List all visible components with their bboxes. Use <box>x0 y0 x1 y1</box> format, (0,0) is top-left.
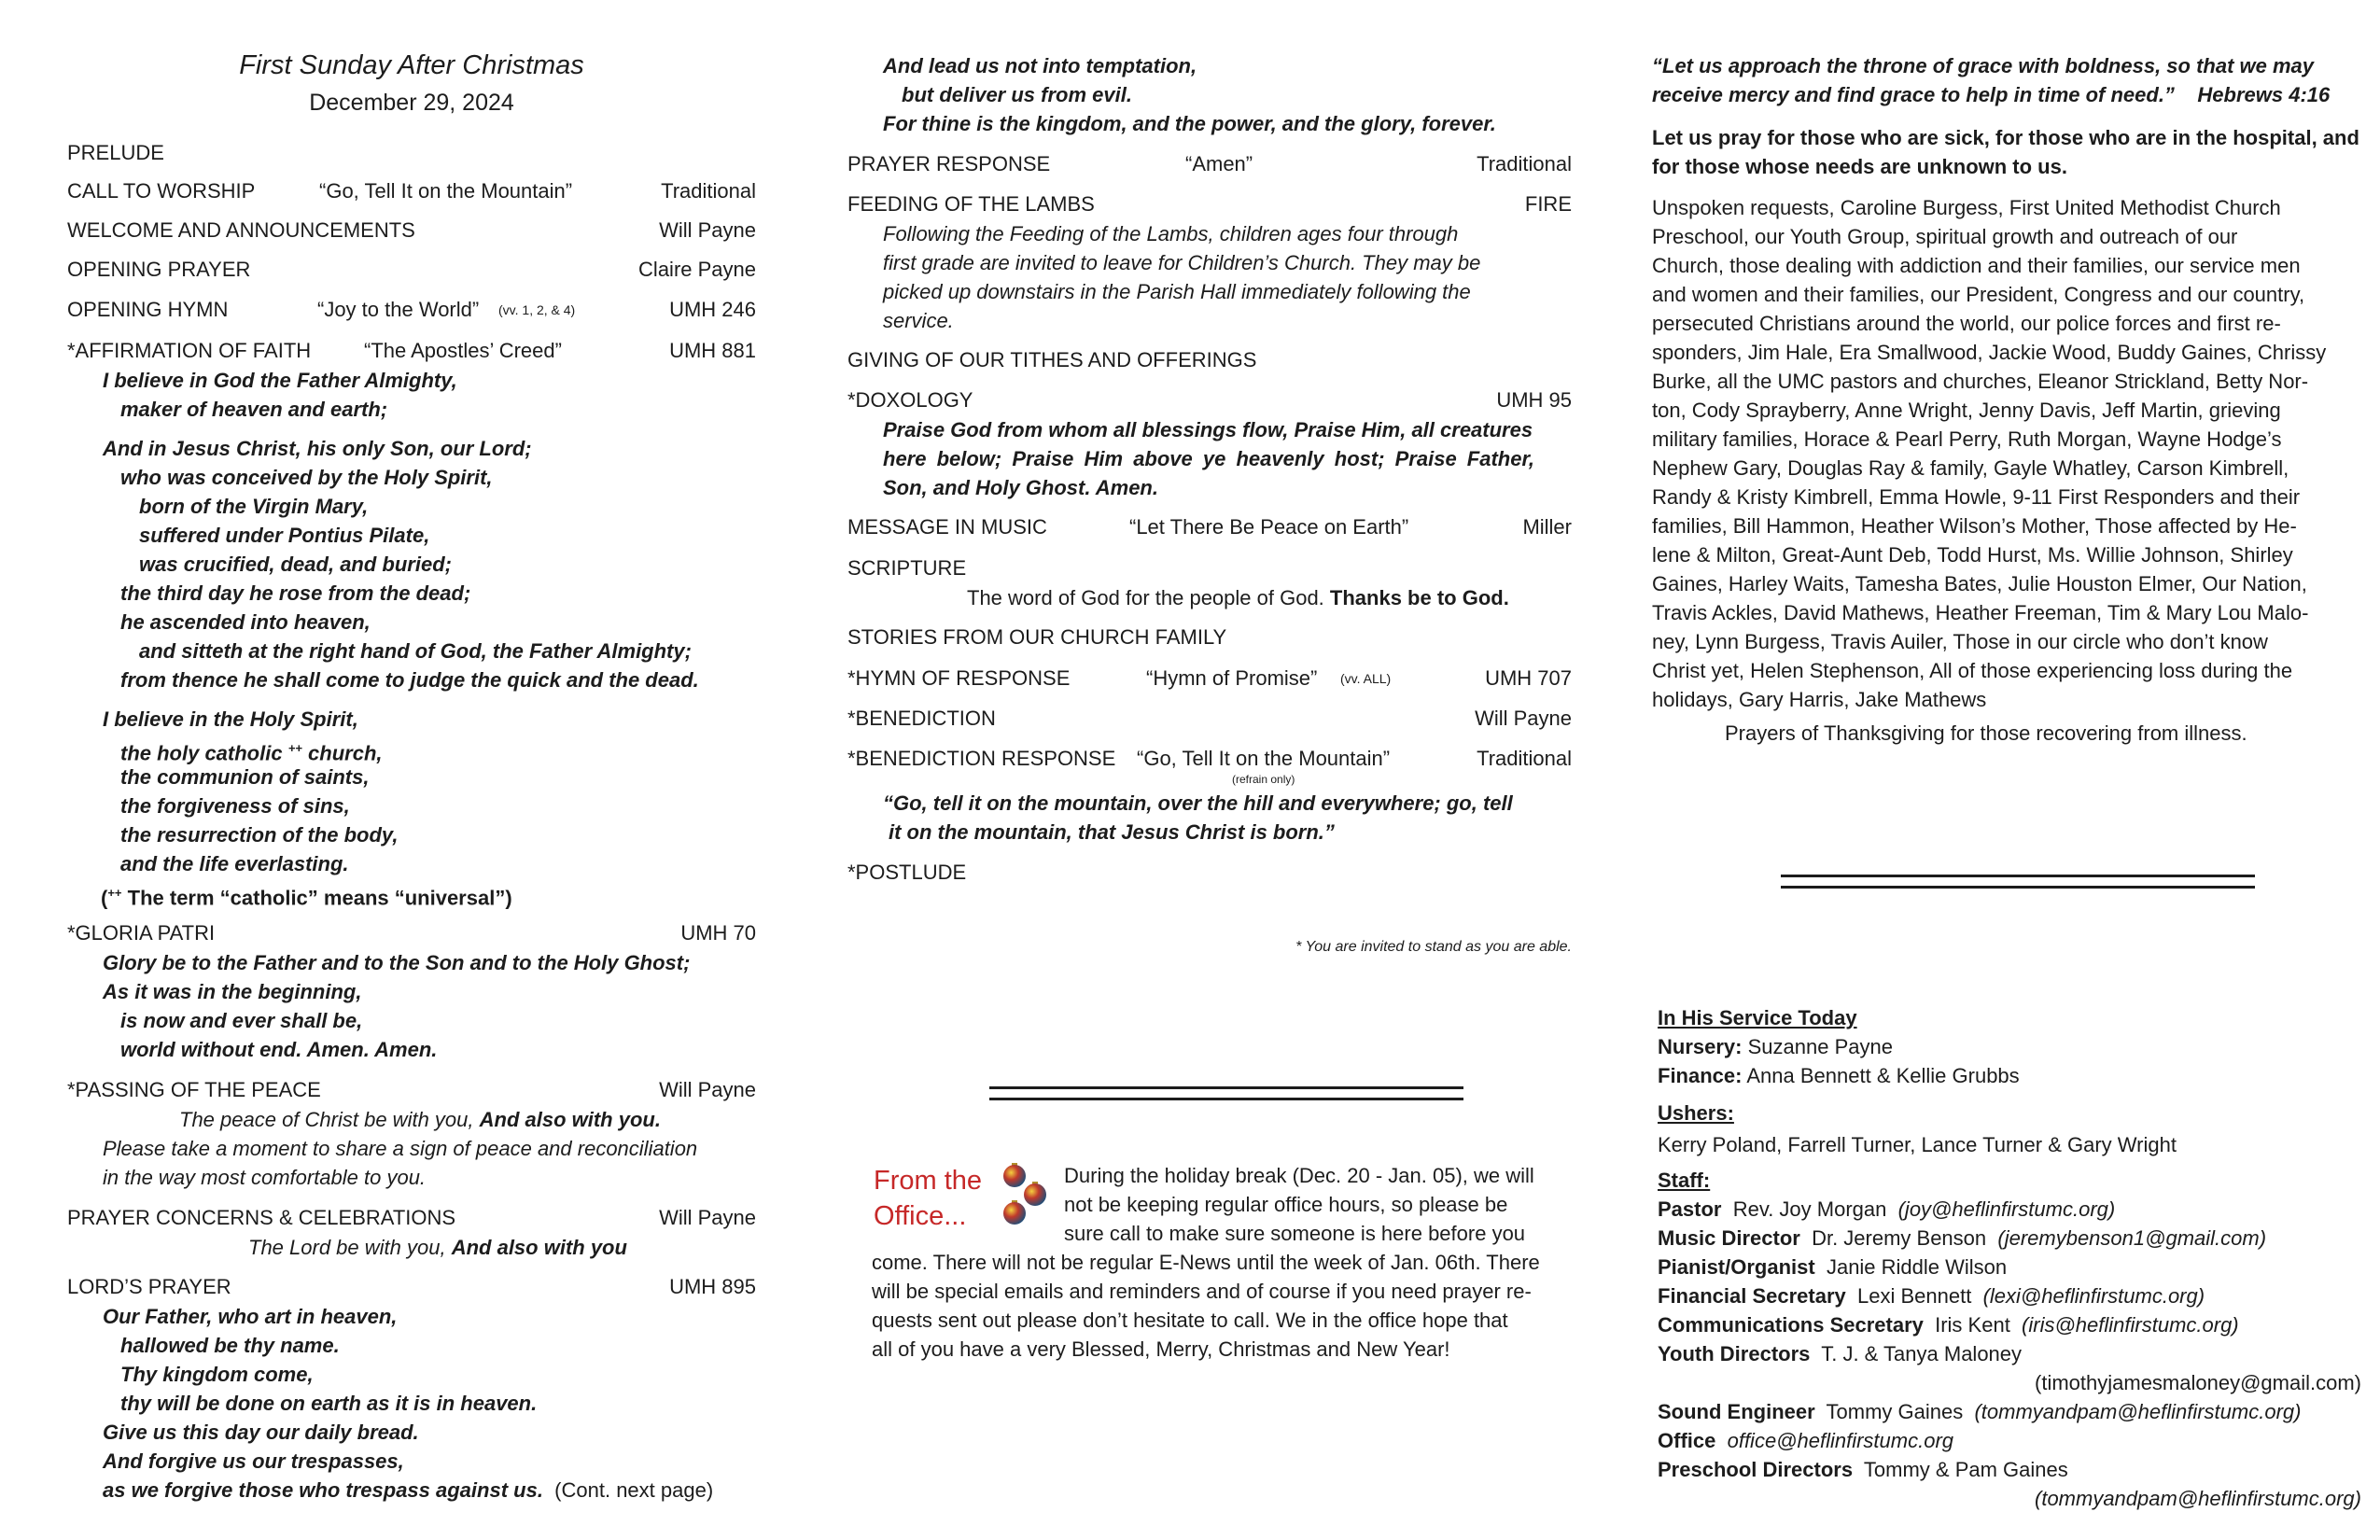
scripture-verse: “Let us approach the throne of grace with boldness, so that we may receive mercy and find grace to help in time of need.” Hebrews 4:16 <box>1652 54 2331 106</box>
ushers-heading: Ushers: <box>1658 1101 1734 1125</box>
order-of-worship-column-2: And lead us not into temptation, but deliver us from evil. For thine is the kingdom, and the power, and the glory, forever. PRAYER RESPONSE “Amen” Traditional FEEDING OF THE LAMBS FIRE Following the Feeding of the Lambs, children ages four through first grade are invited to leave for Children’s Church. They may be picked up downstairs in the Parish Hall immediately following the service. GIVING OF OUR TITHES AND OFFERINGS *DOXOLOGY UMH 95 Praise God from whom all blessings flow, Praise Him, all creatures here below; Praise Him above ye heavenly host; Praise Father, Son, and Holy Ghost. Amen. MESSAGE IN MUSIC “Let There Be Peace on Earth” Miller SCRIPTURE The word of God for the people of God. Thanks be to God. STORIES FROM OUR CHURCH FAMILY *HYMN OF RESPONSE “Hymn of Promise” (vv. ALL) UMH 707 *BENEDICTION Will Payne *BENEDICTION RESPONSE “Go, Tell It on the Mountain” Traditional (refrain only) “Go, tell it on the mountain, over the hill and everywhere; go, tell it on the mountain, that Jesus Christ is born.” *POSTLUDE * You are invited to stand as you are able. From the Office... During the holiday break (Dec. 20 - Jan. 05), we will not be keeping regular office hours, so please be sure call to make sure someone is here before you come. There will not be regular E-News until the week of Jan. 06th. There will be special emails and reminders and of course if you need prayer re- quests sent out please don’t hesitate to call. We in the office hope that all of you have a very Blessed, Merry, Christmas and New Year! <box>847 0 1572 1540</box>
staff-preschool-directors: Preschool Directors Tommy & Pam Gaines <box>1658 1458 2068 1481</box>
refrain-only-note: (refrain only) <box>1232 773 1295 786</box>
feeding-note: first grade are invited to leave for Children’s Church. They may be <box>883 251 1481 274</box>
bulletin-date: December 29, 2024 <box>309 90 514 116</box>
item-benediction-response: *BENEDICTION RESPONSE “Go, Tell It on the Mountain” Traditional <box>847 747 1572 770</box>
nursery-line: Nursery: Suzanne Payne <box>1658 1035 1893 1058</box>
doxology-line: here below; Praise Him above ye heavenly host; Praise Father, <box>883 447 1534 470</box>
peace-note: in the way most comfortable to you. <box>103 1166 427 1189</box>
ushers-line: Kerry Poland, Farrell Turner, Lance Turner & Gary Wright <box>1658 1133 2177 1156</box>
lords-prayer-line: For thine is the kingdom, and the power, and the glory, forever. <box>883 112 1496 135</box>
service-listing <box>1658 1003 2361 1513</box>
gloria-line: Glory be to the Father and to the Son and to the Holy Ghost; <box>103 951 691 974</box>
lords-prayer-line: Give us this day our daily bread. <box>103 1421 419 1444</box>
prayer-intro: Let us pray for those who are sick, for those who are in the hospital, and for those whose needs are unknown to us. <box>1652 126 2359 178</box>
item-lords-prayer: LORD’S PRAYER UMH 895 <box>67 1275 756 1298</box>
lords-prayer-line: but deliver us from evil. <box>902 83 1132 106</box>
item-giving: GIVING OF OUR TITHES AND OFFERINGS <box>847 348 1257 371</box>
item-prelude: PRELUDE <box>67 141 164 164</box>
item-opening-prayer: OPENING PRAYER Claire Payne <box>67 258 756 281</box>
feeding-note: service. <box>883 309 954 332</box>
service-heading: In His Service Today <box>1658 1006 1857 1029</box>
staff-music-director: Music Director Dr. Jeremy Benson (jeremybenson1@gmail.com) <box>1658 1226 2267 1250</box>
item-message-in-music: MESSAGE IN MUSIC “Let There Be Peace on Earth” Miller <box>847 515 1572 539</box>
item-doxology: *DOXOLOGY UMH 95 <box>847 388 1572 412</box>
staff-pastor: Pastor Rev. Joy Morgan (joy@heflinfirstumc.org) <box>1658 1197 2116 1221</box>
item-affirmation: *AFFIRMATION OF FAITH “The Apostles’ Creed” UMH 881 <box>67 339 756 362</box>
lords-prayer-line: And forgive us our trespasses, <box>103 1449 404 1473</box>
lords-prayer-last-line: as we forgive those who trespass against us. (Cont. next page) <box>103 1478 714 1502</box>
item-prayer-response: PRAYER RESPONSE “Amen” Traditional <box>847 152 1572 175</box>
item-scripture: SCRIPTURE <box>847 556 967 580</box>
bulletin-title: First Sunday After Christmas <box>239 50 584 80</box>
staff-office: Office office@heflinfirstumc.org <box>1658 1429 1954 1452</box>
doxology-line: Praise God from whom all blessings flow, Praise Him, all creatures <box>883 418 1533 441</box>
lords-prayer-line: hallowed be thy name. <box>120 1334 340 1357</box>
staff-youth-directors: Youth Directors T. J. & Tanya Maloney <box>1658 1342 2023 1365</box>
item-feeding-of-lambs: FEEDING OF THE LAMBS FIRE <box>847 192 1572 216</box>
staff-pianist: Pianist/Organist Janie Riddle Wilson <box>1658 1255 2008 1279</box>
lords-prayer-line: And lead us not into temptation, <box>883 54 1197 77</box>
staff-sound-engineer: Sound Engineer Tommy Gaines (tommyandpam@heflinfirstumc.org) <box>1658 1400 2302 1423</box>
item-prayer-concerns: PRAYER CONCERNS & CELEBRATIONS Will Payne <box>67 1206 756 1229</box>
prayer-and-staff-column <box>1652 0 2361 1540</box>
item-welcome: WELCOME AND ANNOUNCEMENTS Will Payne <box>67 218 756 242</box>
staff-heading: Staff: <box>1658 1169 1711 1192</box>
benediction-response-line: “Go, tell it on the mountain, over the hill and everywhere; go, tell <box>883 791 1513 815</box>
feeding-note: Following the Feeding of the Lambs, children ages four through <box>883 222 1459 245</box>
gloria-line: is now and ever shall be, <box>120 1009 363 1032</box>
lords-prayer-line: Thy kingdom come, <box>120 1363 314 1386</box>
item-postlude: *POSTLUDE <box>847 861 967 884</box>
feeding-note: picked up downstairs in the Parish Hall immediately following the <box>883 280 1471 303</box>
item-call-to-worship: CALL TO WORSHIP “Go, Tell It on the Mountain” Traditional <box>67 179 756 203</box>
youth-email: (timothyjamesmaloney@gmail.com) <box>2035 1371 2361 1394</box>
staff-communications-secretary: Communications Secretary Iris Kent (iris@heflinfirstumc.org) <box>1658 1313 2239 1337</box>
concerns-exchange: The Lord be with you, And also with you <box>248 1236 627 1259</box>
item-passing-of-peace: *PASSING OF THE PEACE Will Payne <box>67 1078 756 1101</box>
benediction-response-line: it on the mountain, that Jesus Christ is born.” <box>889 820 1335 844</box>
prayer-list: Unspoken requests, Caroline Burgess, First United Methodist Church Preschool, our Youth Group, spiritual growth and outreach of our Church, those dealing with addiction and their families, our service men and women and their families, our President, Congress and our country, persecuted Christians around the world, our police forces and first re- sponders, Jim Hale, Era Smallwood, Jackie Wood, Buddy Gaines, Chrissy Burke, all the UMC pastors and churches, Eleanor Strickland, Betty Nor- ton, Cody Sprayberry, Anne Wright, Jenny Davis, Jeff Martin, grieving military families, Horace & Pearl Perry, Ruth Morgan, Wayne Hodge’s Nephew Gary, Douglas Ray & family, Gayle Whatley, Carson Kimbrell, Randy & Kristy Kimbrell, Emma Howle, 9-11 First Responders and their families, Bill Hammon, Heather Wilson’s Mother, Those affected by He- lene & Milton, Great-Aunt Deb, Todd Hurst, Ms. Willie Johnson, Shirley Gaines, Harley Waits, Tamesha Bates, Julie Houston Elmer, Our Nation, Travis Ackles, David Mathews, Heather Freeman, Tim & Mary Lou Malo- ney, Lynn Burgess, Travis Auiler, Those in our circle who don’t know Christ yet, Helen Stephenson, All of those experiencing loss during the holidays, Gary Harris, Jake Mathews <box>1652 196 2327 711</box>
gloria-line: As it was in the beginning, <box>103 980 362 1003</box>
item-gloria-patri: *GLORIA PATRI UMH 70 <box>67 921 756 945</box>
lords-prayer-line: Our Father, who art in heaven, <box>103 1305 398 1328</box>
order-of-worship-column-1: First Sunday After Christmas December 29, 2024 PRELUDE CALL TO WORSHIP “Go, Tell It on the Mountain” Traditional WELCOME AND ANNOUNCEMENTS Will Payne OPENING PRAYER Claire Payne OPENING HYMN “Joy to the World” (vv. 1, 2, & 4) UMH 246 *AFFIRMATION OF FAITH “The Apostles’ Creed” UMH 881 I believe in God the Father Almighty, maker of heaven and earth; And in Jesus Christ, his only Son, our Lord; who was conceived by the Holy Spirit, born of the Virgin Mary, suffered under Pontius Pilate, was crucified, dead, and buried; the third day he rose from the dead; he ascended into heaven, and sitteth at the right hand of God, the Father Almighty; from thence he shall come to judge the quick and the dead. I believe in the Holy Spirit, the holy catholic ++ church, the communion of saints, the forgiveness of sins, the resurrection of the body, and the life everlasting. (++ The term “catholic” means “universal”) *GLORIA PATRI UMH 70 Glory be to the Father and to the Son and to the Holy Ghost; As it was in the beginning, is now and ever shall be, world without end. Amen. Amen. *PASSING OF THE PEACE Will Payne The peace of Christ be with you, And also with you. Please take a moment to share a sign of peace and reconciliation in the way most comfortable to you. PRAYER CONCERNS & CELEBRATIONS Will Payne The Lord be with you, And also with you LORD’S PRAYER UMH 895 Our Father, who art in heaven, hallowed be thy name. Thy kingdom come, thy will be done on earth as it is in heaven. Give us this day our daily bread. And forgive us our trespasses, as we forgive those who trespass against us. (Cont. next page) <box>67 0 756 1540</box>
office-heading: From the Office... <box>874 1166 983 1231</box>
lords-prayer-line: thy will be done on earth as it is in heaven. <box>120 1392 538 1415</box>
item-hymn-of-response: *HYMN OF RESPONSE “Hymn of Promise” (vv. ALL) UMH 707 <box>847 666 1572 690</box>
item-opening-hymn: OPENING HYMN “Joy to the World” (vv. 1, 2, & 4) UMH 246 <box>67 298 756 321</box>
section-divider <box>989 1086 1463 1100</box>
peace-exchange: The peace of Christ be with you, And also with you. <box>179 1108 661 1131</box>
christmas-ornaments-icon <box>999 1161 1057 1228</box>
scripture-response: The word of God for the people of God. Thanks be to God. <box>967 586 1509 609</box>
staff-financial-secretary: Financial Secretary Lexi Bennett (lexi@heflinfirstumc.org) <box>1658 1284 2205 1308</box>
thanksgiving-line: Prayers of Thanksgiving for those recovering from illness. <box>1725 721 2247 745</box>
gloria-line: world without end. Amen. Amen. <box>120 1038 438 1061</box>
doxology-line: Son, and Holy Ghost. Amen. <box>883 476 1158 499</box>
stand-footnote: * You are invited to stand as you are able. <box>1295 939 1572 955</box>
finance-line: Finance: Anna Bennett & Kellie Grubbs <box>1658 1064 2020 1087</box>
creed-footnote: (++ The term “catholic” means “universal”) <box>101 886 512 910</box>
section-divider <box>1781 875 2255 889</box>
item-stories: STORIES FROM OUR CHURCH FAMILY <box>847 625 1227 649</box>
item-benediction: *BENEDICTION Will Payne <box>847 707 1572 730</box>
preschool-email: (tommyandpam@heflinfirstumc.org) <box>2035 1487 2361 1510</box>
peace-note: Please take a moment to share a sign of peace and reconciliation <box>103 1137 698 1160</box>
